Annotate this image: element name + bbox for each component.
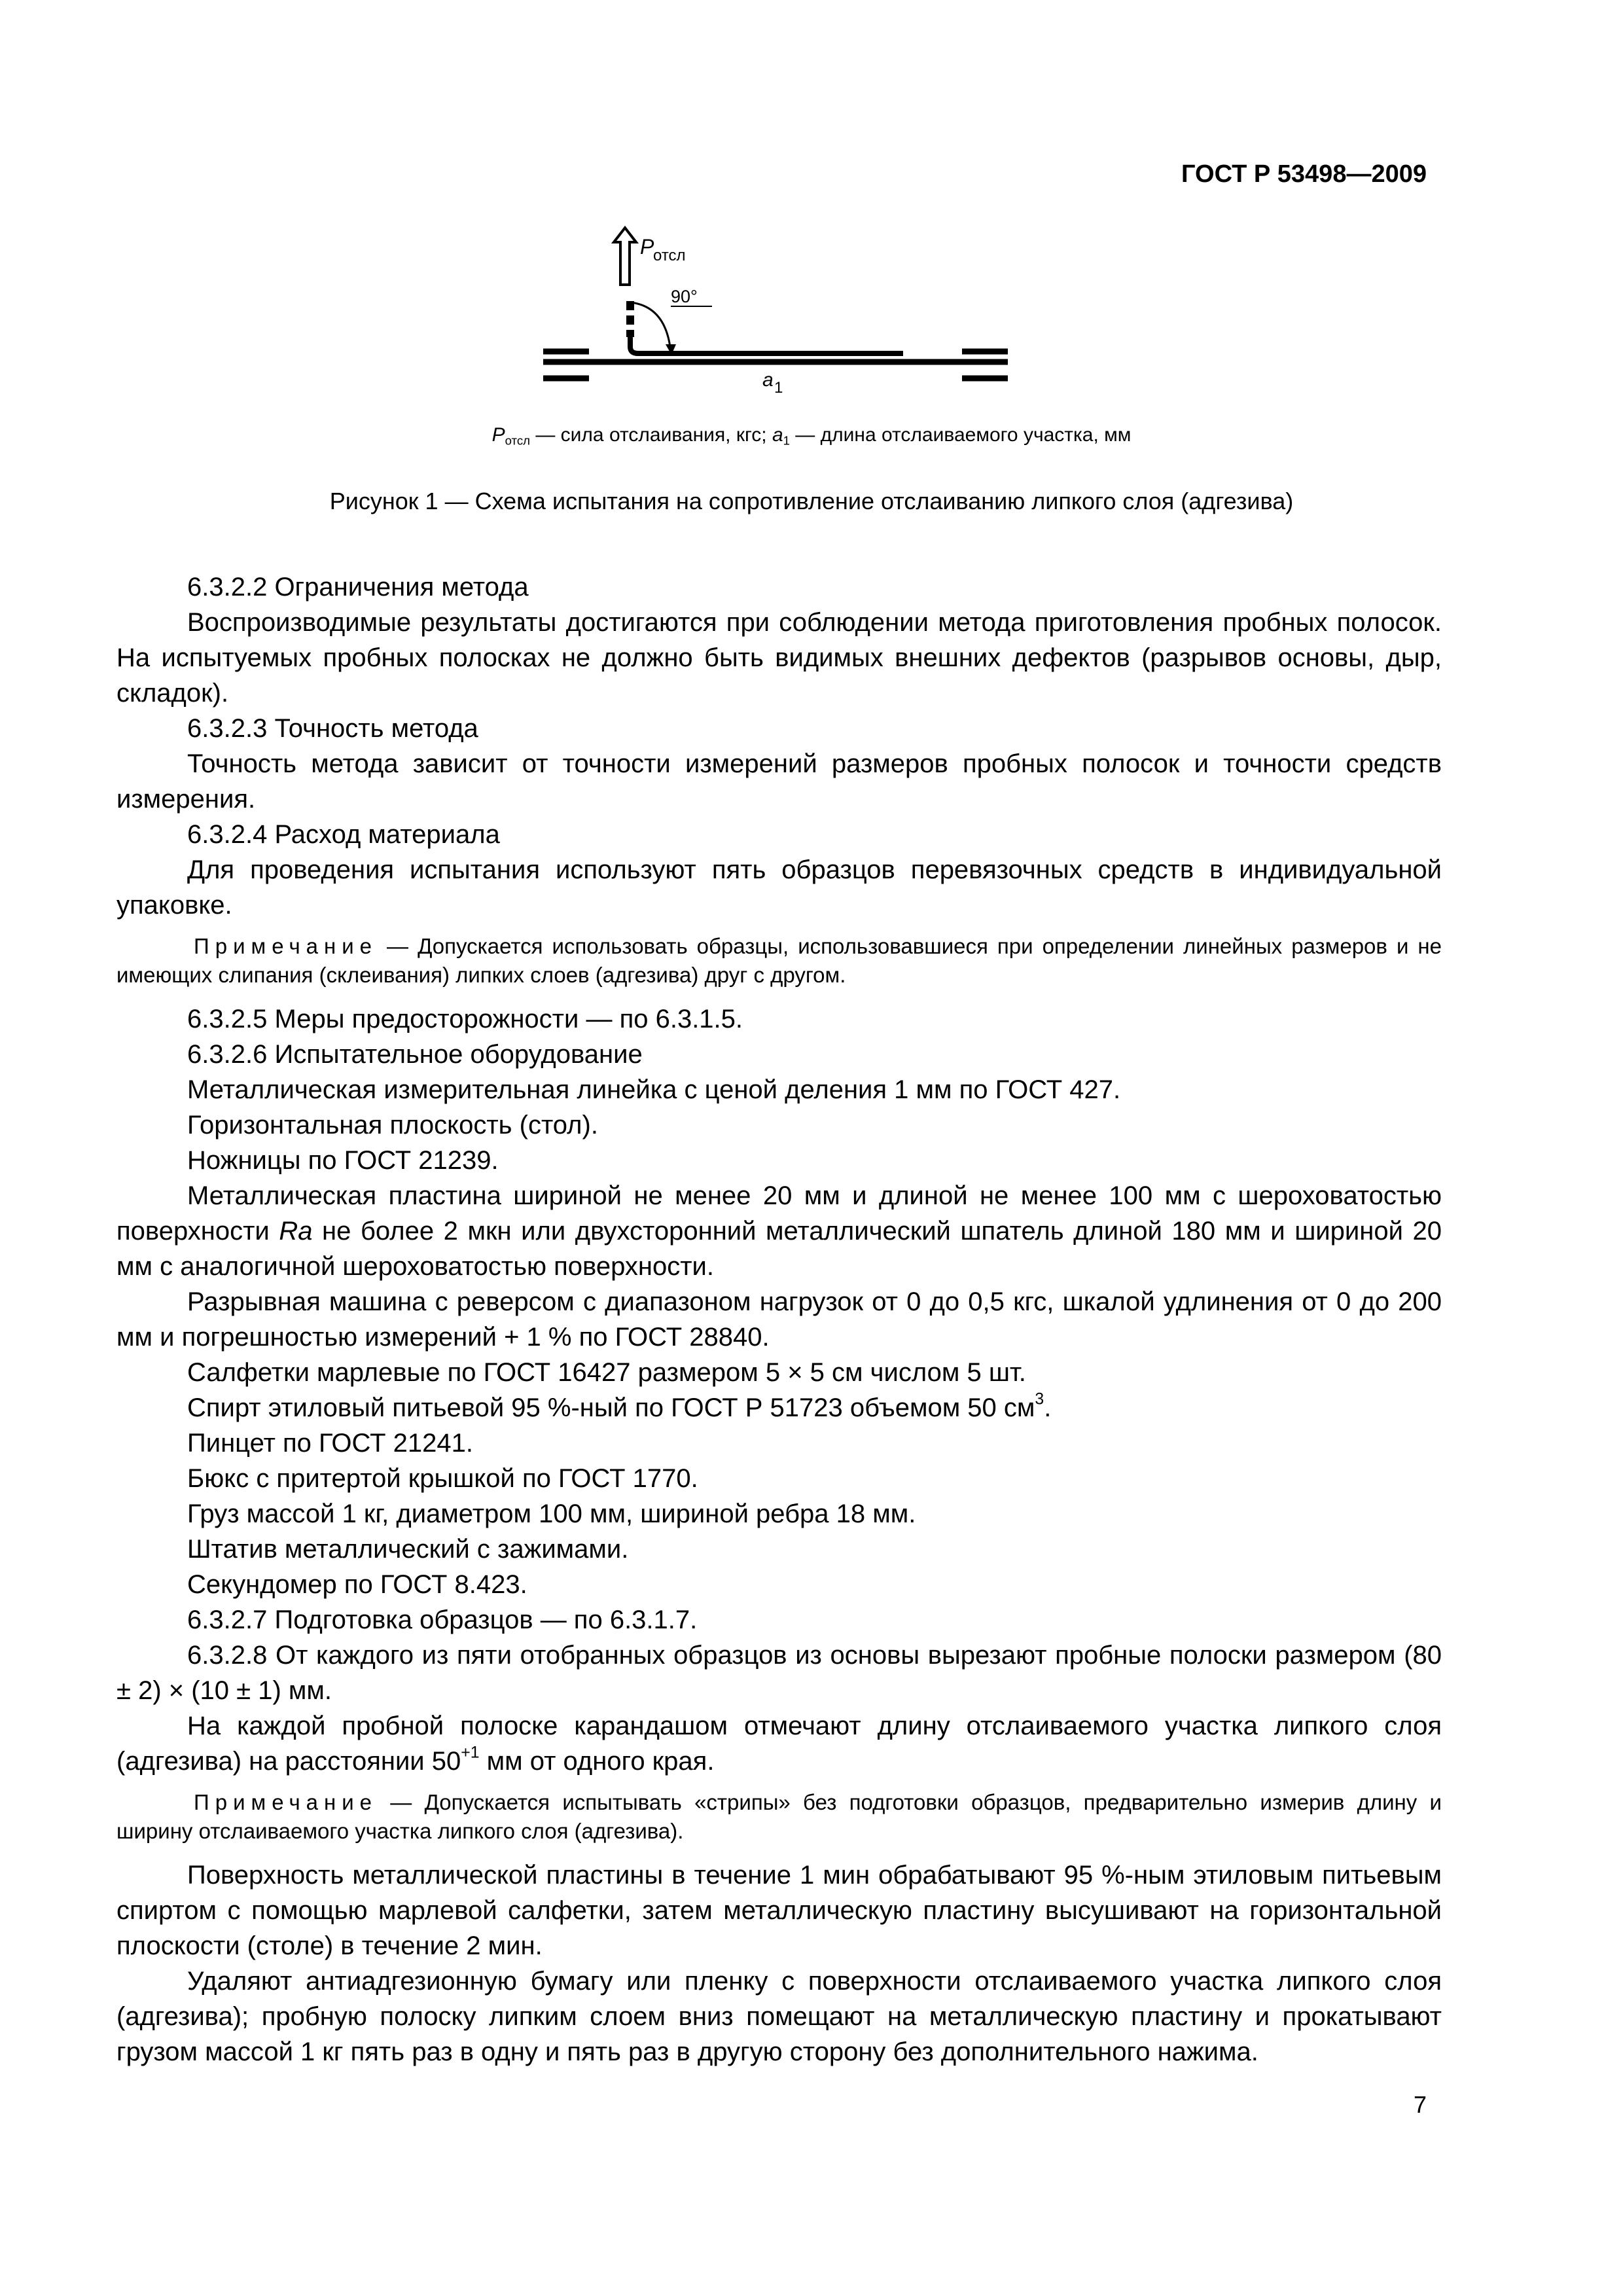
legend-p-subscript: отсл [505, 433, 530, 448]
note-label: Примечание [194, 934, 378, 958]
equipment-item: Ножницы по ГОСТ 21239. [187, 1146, 499, 1175]
text-part: . [1044, 1393, 1052, 1422]
note-text: — Допускается испытывать «стрипы» без подготовки образцов, предварительно измерив длину и ширину отслаиваемого участка липкого слоя (адгезива). [116, 1790, 1442, 1843]
length-symbol: a [762, 369, 774, 391]
force-symbol: P [640, 235, 654, 259]
legend-a-symbol: a [772, 424, 783, 446]
angle-arc [630, 302, 671, 352]
force-subscript: отсл [653, 247, 686, 264]
main-text [116, 569, 1442, 2070]
equipment-item: Бюкс с притертой крышкой по ГОСТ 1770. [187, 1464, 698, 1493]
equipment-item: Разрывная машина с реверсом с диапазоном нагрузок от 0 до 0,5 кгс, шкалой удлинения от 0 до 200 мм и погрешностью измерений + 1 % по ГОСТ 28840. [116, 1287, 1442, 1352]
paragraph: Для проведения испытания используют пять образцов перевязочных средств в индивидуальной упаковке. [116, 855, 1442, 920]
legend-a-subscript: 1 [783, 433, 790, 448]
note-label: Примечание [194, 1790, 378, 1814]
superscript: +1 [461, 1744, 480, 1762]
equipment-item: Штатив металлический с зажимами. [187, 1535, 629, 1564]
legend-p-symbol: P [491, 424, 505, 446]
section-6-3-2-8: 6.3.2.8 От каждого из пяти отобранных образцов из основы вырезают пробные полоски размером (80 ± 2) × (10 ± 1) мм. [116, 1641, 1442, 1705]
text-part: На каждой пробной полоске карандашом отмечают длину отслаиваемого участка липкого слоя (адгезива) на расстоянии 50 [116, 1712, 1442, 1776]
angle-label: 90° [671, 287, 698, 306]
roughness-symbol: Ra [279, 1217, 313, 1246]
text-part: Спирт этиловый питьевой 95 %-ный по ГОСТ Р 51723 объемом 50 см [187, 1393, 1035, 1422]
equipment-item: Салфетки марлевые по ГОСТ 16427 размером 5 × 5 см числом 5 шт. [187, 1358, 1026, 1387]
figure-caption: Рисунок 1 — Схема испытания на сопротивление отслаиванию липкого слоя (адгезива) [329, 488, 1294, 514]
section-6-3-2-3-heading: 6.3.2.3 Точность метода [187, 714, 478, 743]
section-6-3-2-5: 6.3.2.5 Меры предосторожности — по 6.3.1.5. [187, 1005, 743, 1033]
paragraph [116, 1708, 1442, 1779]
equipment-item: Горизонтальная плоскость (стол). [187, 1111, 598, 1139]
section-6-3-2-4-heading: 6.3.2.4 Расход материала [187, 820, 500, 849]
force-arrow-icon [614, 228, 636, 285]
equipment-item [116, 1390, 1442, 1426]
paragraph: Поверхность металлической пластины в течение 1 мин обрабатывают 95 %-ным этиловым питьевым спиртом с помощью марлевой салфетки, затем металлическую пластину высушивают на горизонтальной плоскости (столе) в течение 2 мин. [116, 1861, 1442, 1960]
text-part: мм от одного края. [479, 1747, 715, 1776]
note-1 [116, 932, 1442, 990]
equipment-item: Металлическая измерительная линейка с ценой деления 1 мм по ГОСТ 427. [187, 1075, 1121, 1104]
note-2 [116, 1788, 1442, 1846]
paragraph: Воспроизводимые результаты достигаются при соблюдении метода приготовления пробных полосок. На испытуемых пробных полосках не должно быть видимых внешних дефектов (разрывов основы, дыр, складок). [116, 608, 1442, 708]
equipment-item: Груз массой 1 кг, диаметром 100 мм, шириной ребра 18 мм. [187, 1499, 916, 1528]
text-part: Металлическая пластина шириной не менее 20 мм и длиной не менее 100 мм с шероховатостью поверхности [116, 1181, 1442, 1246]
peel-test-diagram [524, 223, 1047, 406]
legend-p-text: — сила отслаивания, кгс; [530, 424, 772, 446]
equipment-item: Секундомер по ГОСТ 8.423. [187, 1570, 527, 1599]
legend-a-text: — длина отслаиваемого участка, мм [789, 424, 1132, 446]
paragraph: Точность метода зависит от точности измерений размеров пробных полосок и точности средств измерения. [116, 749, 1442, 814]
superscript: 3 [1035, 1390, 1044, 1408]
note-text: — Допускается использовать образцы, использовавшиеся при определении линейных размеров и не имеющих слипания (склеивания) липких слоев (адгезива) друг с другом. [116, 934, 1442, 987]
page-number: 7 [1413, 2091, 1427, 2118]
equipment-item [116, 1178, 1442, 1284]
section-6-3-2-7: 6.3.2.7 Подготовка образцов — по 6.3.1.7. [187, 1605, 698, 1634]
section-6-3-2-2-heading: 6.3.2.2 Ограничения метода [187, 573, 529, 601]
figure-legend [0, 424, 1623, 446]
text-part: не более 2 мкн или двухсторонний металлический шпатель длиной 180 мм и шириной 20 мм с аналогичной шероховатостью поверхности. [116, 1217, 1442, 1281]
section-6-3-2-6-heading: 6.3.2.6 Испытательное оборудование [187, 1040, 643, 1069]
paragraph: Удаляют антиадгезионную бумагу или пленку с поверхности отслаиваемого участка липкого слоя (адгезива); пробную полоску липким слоем вниз помещают на металлическую пластину и прокатывают грузом массой 1 кг пять раз в одну и пять раз в другую сторону без дополнительного нажима. [116, 1967, 1442, 2066]
equipment-item: Пинцет по ГОСТ 21241. [187, 1429, 473, 1458]
document-header: ГОСТ Р 53498—2009 [1181, 160, 1427, 188]
length-subscript: 1 [774, 379, 783, 397]
